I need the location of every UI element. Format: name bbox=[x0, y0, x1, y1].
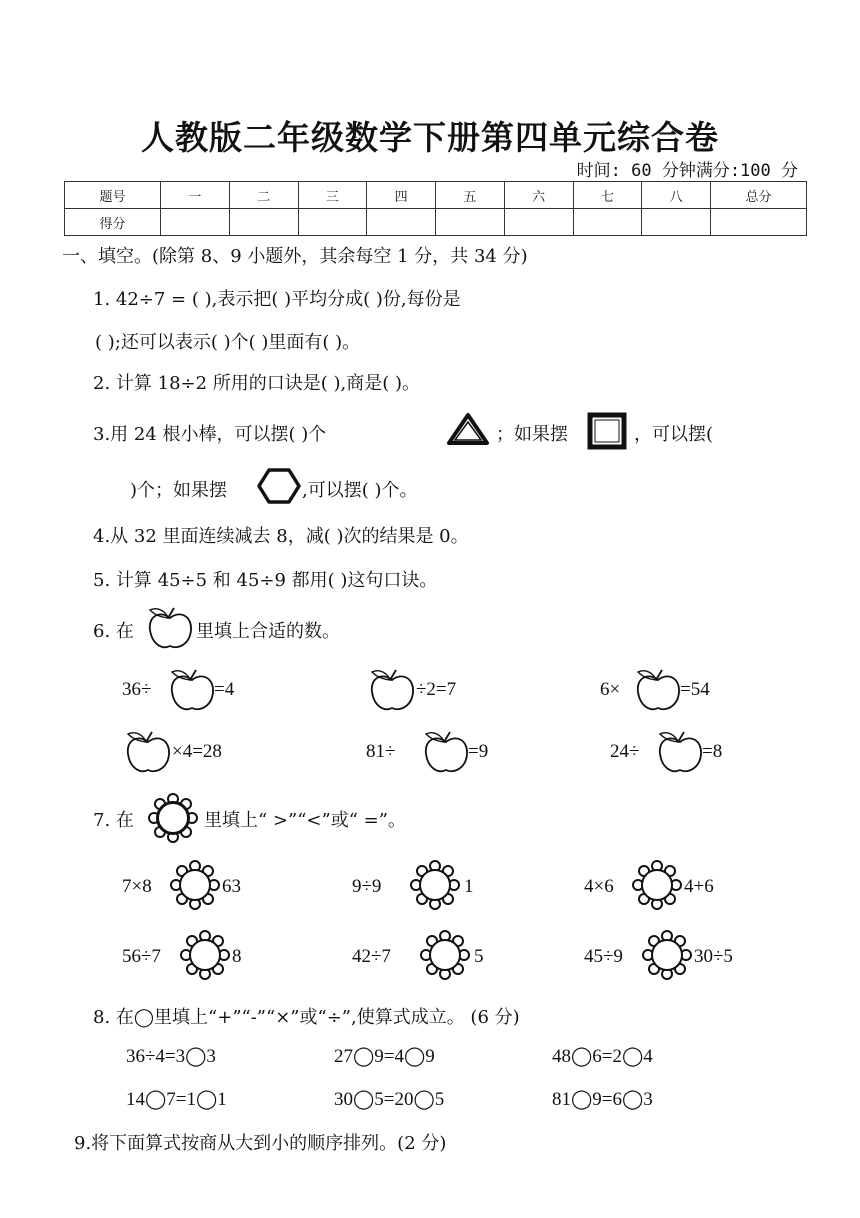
q8-item: 27◯9=4◯9 bbox=[334, 1046, 435, 1067]
question-1-line-2: ( );还可以表示( )个( )里面有( )。 bbox=[95, 332, 361, 353]
question-8-heading: 8. 在◯里填上“+”“-”“×”或“÷”,使算式成立。 (6 分) bbox=[93, 1007, 520, 1028]
question-9: 9.将下面算式按商从大到小的顺序排列。(2 分) bbox=[74, 1133, 447, 1154]
q6-item-3-pre: 6× bbox=[600, 679, 621, 700]
table-cell: 总分 bbox=[711, 182, 807, 209]
question-3-part-b: ；如果摆 bbox=[496, 424, 568, 445]
q6-item-2-post: ÷2=7 bbox=[416, 679, 457, 700]
question-5: 5. 计算 45÷5 和 45÷9 都用( )这句口诀。 bbox=[93, 570, 438, 591]
score-input-cell[interactable] bbox=[504, 209, 573, 236]
table-cell: 得分 bbox=[65, 209, 161, 236]
flower-icon bbox=[168, 860, 222, 910]
q6-item-4-post: ×4=28 bbox=[172, 741, 222, 762]
question-6-suffix: 里填上合适的数。 bbox=[196, 621, 340, 642]
score-table-score-row bbox=[65, 209, 807, 236]
q7-item-1-pre: 7×8 bbox=[122, 876, 152, 897]
q8-item: 14◯7=1◯1 bbox=[126, 1089, 227, 1110]
q7-item-3-pre: 4×6 bbox=[584, 876, 614, 897]
score-table bbox=[64, 181, 807, 236]
table-cell: 题号 bbox=[65, 182, 161, 209]
question-1-line-1: 1. 42÷7 = ( ),表示把( )平均分成( )份,每份是 bbox=[93, 289, 461, 310]
question-3-part-e: ,可以摆( )个。 bbox=[302, 480, 418, 501]
score-input-cell[interactable] bbox=[298, 209, 367, 236]
q6-item-5-pre: 81÷ bbox=[366, 741, 396, 762]
question-3-part-c: ，可以摆( bbox=[634, 424, 714, 445]
score-input-cell[interactable] bbox=[229, 209, 298, 236]
score-input-cell[interactable] bbox=[436, 209, 505, 236]
table-cell: 四 bbox=[367, 182, 436, 209]
flower-icon bbox=[408, 860, 462, 910]
table-cell: 六 bbox=[504, 182, 573, 209]
q8-item: 81◯9=6◯3 bbox=[552, 1089, 653, 1110]
question-4: 4.从 32 里面连续减去 8，减( )次的结果是 0。 bbox=[93, 526, 469, 547]
q6-item-6-pre: 24÷ bbox=[610, 741, 640, 762]
q7-item-4-pre: 56÷7 bbox=[122, 946, 161, 967]
square-icon bbox=[585, 410, 629, 452]
apple-icon bbox=[656, 728, 704, 776]
apple-icon bbox=[124, 728, 172, 776]
flower-icon bbox=[640, 930, 694, 980]
q6-item-1-pre: 36÷ bbox=[122, 679, 152, 700]
q8-item: 30◯5=20◯5 bbox=[334, 1089, 445, 1110]
apple-icon bbox=[146, 604, 194, 652]
triangle-icon bbox=[446, 411, 490, 447]
q7-item-6-post: 30÷5 bbox=[694, 946, 733, 967]
section-1-heading: 一、填空。(除第 8、9 小题外，其余每空 1 分，共 34 分) bbox=[62, 246, 528, 267]
q8-item: 36÷4=3◯3 bbox=[126, 1046, 216, 1067]
question-2: 2. 计算 18÷2 所用的口诀是( ),商是( )。 bbox=[93, 373, 421, 394]
table-cell: 八 bbox=[642, 182, 711, 209]
score-input-cell[interactable] bbox=[573, 209, 642, 236]
q7-item-6-pre: 45÷9 bbox=[584, 946, 623, 967]
question-3-part-a: 3.用 24 根小棒，可以摆( )个 bbox=[93, 424, 327, 445]
q7-item-5-pre: 42÷7 bbox=[352, 946, 391, 967]
question-3-part-d: )个；如果摆 bbox=[130, 480, 228, 501]
q7-item-3-post: 4+6 bbox=[684, 876, 714, 897]
score-input-cell[interactable] bbox=[161, 209, 230, 236]
flower-icon bbox=[146, 793, 200, 843]
q7-item-5-post: 5 bbox=[474, 946, 484, 967]
q6-item-3-post: =54 bbox=[680, 679, 710, 700]
flower-icon bbox=[178, 930, 232, 980]
q7-item-1-post: 63 bbox=[222, 876, 241, 897]
q7-item-2-pre: 9÷9 bbox=[352, 876, 382, 897]
apple-icon bbox=[168, 666, 216, 714]
apple-icon bbox=[634, 666, 682, 714]
table-cell: 五 bbox=[436, 182, 505, 209]
q7-item-2-post: 1 bbox=[464, 876, 474, 897]
table-cell: 三 bbox=[298, 182, 367, 209]
q6-item-6-post: =8 bbox=[702, 741, 723, 762]
flower-icon bbox=[418, 930, 472, 980]
flower-icon bbox=[630, 860, 684, 910]
table-cell: 七 bbox=[573, 182, 642, 209]
time-score-line: 时间: 60 分钟满分:100 分 bbox=[576, 161, 798, 181]
q6-item-1-post: =4 bbox=[214, 679, 235, 700]
page-title: 人教版二年级数学下册第四单元综合卷 bbox=[141, 118, 719, 157]
score-input-cell[interactable] bbox=[367, 209, 436, 236]
table-cell: 二 bbox=[229, 182, 298, 209]
q6-item-5-post: =9 bbox=[468, 741, 489, 762]
apple-icon bbox=[422, 728, 470, 776]
score-input-cell[interactable] bbox=[642, 209, 711, 236]
hexagon-icon bbox=[256, 466, 302, 506]
table-cell: 一 bbox=[161, 182, 230, 209]
question-7-suffix: 里填上“ >”“<”或“ =”。 bbox=[204, 810, 406, 831]
score-table-header-row bbox=[65, 182, 807, 209]
apple-icon bbox=[368, 666, 416, 714]
question-6-prefix: 6. 在 bbox=[93, 621, 134, 642]
question-7-prefix: 7. 在 bbox=[93, 810, 134, 831]
q8-item: 48◯6=2◯4 bbox=[552, 1046, 653, 1067]
q7-item-4-post: 8 bbox=[232, 946, 242, 967]
score-input-cell[interactable] bbox=[711, 209, 807, 236]
